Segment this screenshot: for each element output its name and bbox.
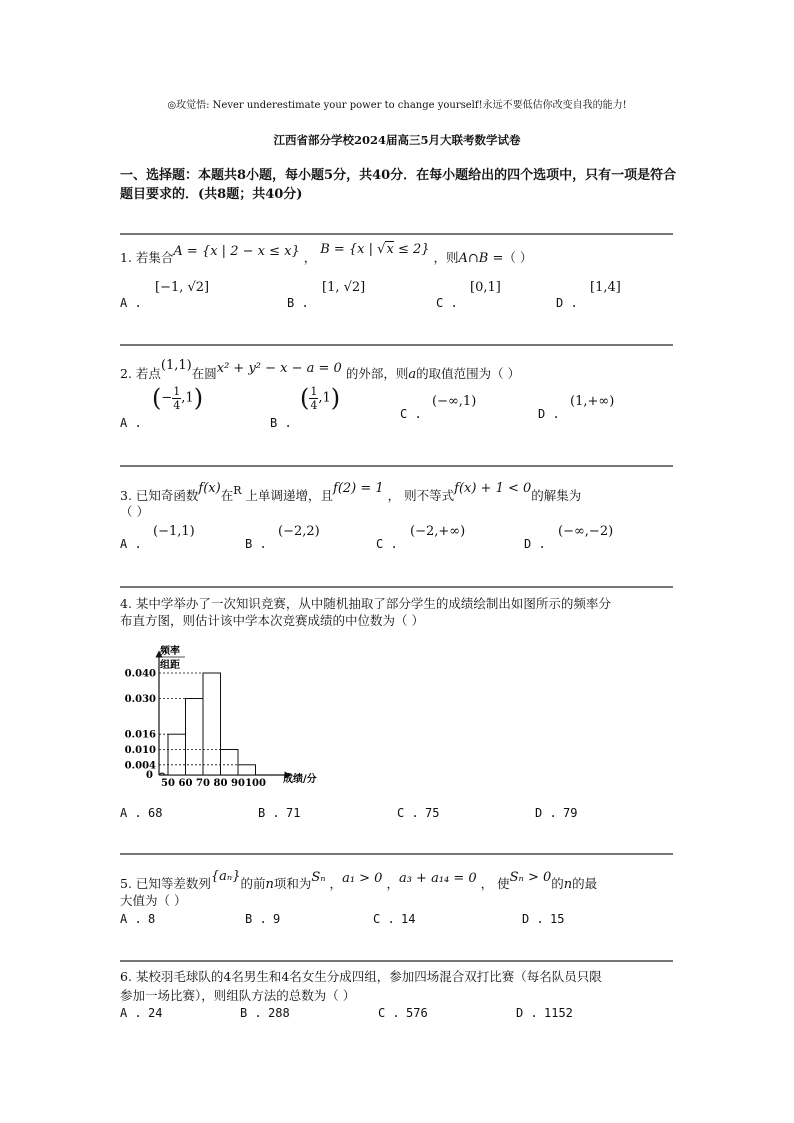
q4-option-b-label[interactable]: B .: [258, 806, 280, 820]
q2-option-b-tail: ,1: [318, 390, 331, 406]
q5-stem-prefix: 5. 已知等差数列: [120, 876, 211, 891]
q4-option-d[interactable]: 79: [563, 806, 578, 820]
q5-cond-3: Sₙ > 0: [509, 870, 552, 885]
q5-mid1: 的前: [240, 876, 266, 891]
q1-then: ，则: [433, 250, 459, 265]
x-tick-label-80: 80: [213, 778, 228, 789]
y-tick-label-0.016: 0.016: [124, 729, 156, 741]
q5-mid2: 项和为: [273, 876, 312, 891]
q1-set-b-radicand: x: [386, 242, 394, 257]
q4-option-a-label[interactable]: A .: [120, 806, 142, 820]
q2-mid: 在圆: [191, 366, 217, 381]
q3-stem-prefix: 3. 已知奇函数: [120, 488, 199, 503]
x-tick-label-70: 70: [196, 778, 210, 789]
q4-option-a[interactable]: 68: [148, 806, 163, 820]
q5-comma-2: ，: [386, 876, 399, 891]
origin-label: 0: [146, 770, 153, 781]
y-label-bottom: 组距: [160, 660, 180, 671]
q2-var-a: a: [408, 367, 417, 382]
q2-option-a-den: 4: [173, 398, 181, 412]
y-tick-label-0.040: 0.040: [124, 668, 156, 680]
q5-option-d[interactable]: 15: [550, 912, 565, 926]
q2-option-a-fraction: [172, 385, 181, 412]
q2-option-a-num: 1: [173, 384, 181, 398]
q4-option-c[interactable]: 75: [425, 806, 440, 820]
q3-option-c[interactable]: (−2,+∞): [410, 524, 466, 539]
q1-stem-prefix: 1. 若集合: [120, 250, 174, 265]
q3-f2: f(2) = 1: [333, 481, 384, 496]
q5-option-c-label[interactable]: C .: [373, 912, 395, 926]
q2-circle: x² + y² − x − a = 0: [216, 361, 342, 376]
q6-option-c[interactable]: 576: [406, 1006, 428, 1020]
q5-sn: Sₙ: [311, 870, 326, 885]
q1-set-b: B = {x | √x ≤ 2}: [320, 242, 430, 257]
q2-stem-prefix: 2. 若点: [120, 366, 161, 381]
q3-mid1: 在: [220, 488, 234, 503]
q6-stem-line-1: 6. 某校羽毛球队的4名男生和4名女生分成四组，参加四场混合双打比赛（每名队员只限: [120, 969, 602, 984]
q1-option-c-label[interactable]: C .: [436, 296, 458, 310]
q4-option-c-label[interactable]: C .: [397, 806, 419, 820]
y-tick-label-0.030: 0.030: [124, 694, 156, 705]
q3-option-b[interactable]: (−2,2): [278, 524, 320, 539]
q6-option-a[interactable]: 24: [148, 1006, 163, 1020]
divider-q3: [120, 465, 673, 467]
q2-option-b-num: 1: [310, 384, 318, 398]
q5-comma-3: ， 使: [480, 876, 510, 891]
q3-mid3: ， 则不等式: [387, 488, 455, 503]
divider-q6: [120, 960, 673, 962]
q6-option-a-label[interactable]: A .: [120, 1006, 142, 1020]
x-tick-label-100: 100: [245, 778, 266, 789]
y-tick-label-0.004: 0.004: [124, 760, 156, 772]
histogram-bar-90-100: [238, 765, 256, 775]
divider-q1: [120, 233, 673, 235]
q1-set-b-pre: B = {x |: [320, 242, 378, 257]
q1-option-c[interactable]: [0,1]: [470, 280, 501, 295]
q5-stem-line-2: 大值为（ ）: [120, 893, 187, 908]
q1-option-b[interactable]: [1, √2]: [322, 280, 366, 295]
divider-q4: [120, 586, 673, 588]
q3-option-d-label[interactable]: D .: [524, 537, 546, 551]
divider-q5: [120, 853, 673, 855]
frequency-histogram: [112, 640, 332, 790]
q2-option-a[interactable]: (− $\frac{1}{4}$ ,1): [152, 384, 204, 412]
q1-set-b-post: ≤ 2}: [393, 242, 430, 257]
q5-post: 的: [551, 876, 564, 891]
q1-set-a: A = {x | 2 − x ≤ x}: [173, 244, 300, 259]
q1-option-a[interactable]: [−1, √2]: [155, 280, 210, 295]
q3-inequality: f(x) + 1 < 0: [454, 481, 532, 496]
q5-n-var: n: [265, 877, 274, 892]
q2-option-d[interactable]: (1,+∞): [570, 394, 615, 409]
q3-mid2: 上单调递增，且: [245, 488, 334, 503]
q5-option-b-label[interactable]: B .: [245, 912, 267, 926]
q2-post: 的外部，则: [345, 366, 409, 381]
q3-option-d[interactable]: (−∞,−2): [558, 524, 614, 539]
q6-option-b-label[interactable]: B .: [240, 1006, 262, 1020]
q4-option-b[interactable]: 71: [286, 806, 301, 820]
q1-ask: A∩B =: [458, 251, 504, 266]
section-heading: 一、选择题：本题共8小题，每小题5分，共40分．在每小题给出的四个选项中，只有一项是符合题目要求的．(共8题；共40分): [120, 168, 677, 202]
motto-banner: ◎玫觉悟: Never underestimate your power to change yourself!永远不要低估你改变自我的能力!: [167, 100, 627, 111]
q5-cond-2: a₃ + a₁₄ = 0: [398, 871, 477, 886]
x-tick-label-50: 50: [161, 778, 175, 789]
q2-point: (1,1): [160, 358, 192, 373]
q2-option-a-sign: −: [161, 390, 173, 406]
q2-option-a-label[interactable]: A .: [120, 416, 142, 430]
question-3: [120, 481, 582, 504]
q5-option-c[interactable]: 14: [401, 912, 416, 926]
histogram-bar-80-90: [221, 750, 239, 776]
exam-title: 江西省部分学校2024届高三5月大联考数学试卷: [273, 133, 521, 147]
x-axis-label: 成绩/分: [283, 774, 317, 785]
q5-post2: 的最: [572, 876, 598, 891]
q1-option-b-label[interactable]: B .: [287, 296, 309, 310]
q2-post2: 的取值范围为（ ）: [416, 366, 521, 381]
q1-option-a-label[interactable]: A .: [120, 296, 142, 310]
question-1: [120, 242, 533, 266]
q3-post: 的解集为: [531, 488, 582, 503]
q4-stem-line-1: 4. 某中学举办了一次知识竞赛，从中随机抽取了部分学生的成绩绘制出如图所示的频率分: [120, 596, 611, 611]
q2-option-a-tail: ,1: [181, 390, 194, 406]
q5-option-b[interactable]: 9: [273, 912, 281, 926]
y-label-top: 频率: [160, 646, 180, 657]
q6-option-c-label[interactable]: C .: [378, 1006, 400, 1020]
q5-comma-1: ，: [329, 876, 343, 891]
q5-sequence: {aₙ}: [210, 869, 241, 884]
q1-paren: （ ）: [503, 250, 533, 265]
question-2: [120, 358, 521, 382]
q5-option-a-label[interactable]: A .: [120, 912, 142, 926]
q3-fx: f(x): [198, 481, 221, 496]
histogram-bar-70-80: [203, 673, 221, 775]
q4-stem-line-2: 布直方图，则估计该中学本次竞赛成绩的中位数为（ ）: [120, 613, 424, 628]
q2-option-c-label[interactable]: C .: [400, 407, 422, 421]
q3-option-c-label[interactable]: C .: [376, 537, 398, 551]
histogram-bar-60-70: [186, 699, 204, 776]
q6-option-d[interactable]: 1152: [544, 1006, 573, 1020]
q3-paren: （ ）: [120, 504, 149, 519]
q1-comma: ，: [303, 250, 317, 265]
x-tick-label-90: 90: [231, 778, 245, 789]
q4-option-d-label[interactable]: D .: [535, 806, 557, 820]
q2-option-d-label[interactable]: D .: [538, 407, 560, 421]
q5-option-a[interactable]: 8: [148, 912, 156, 926]
q6-stem-line-2: 参加一场比赛），则组队方法的总数为（ ）: [120, 988, 356, 1003]
histogram-bar-50-60: [168, 734, 186, 775]
q3-option-a-label[interactable]: A .: [120, 537, 142, 551]
q1-option-d-label[interactable]: D .: [556, 296, 578, 310]
q3-option-a[interactable]: (−1,1): [153, 524, 195, 539]
x-tick-label-60: 60: [178, 778, 193, 789]
q5-option-d-label[interactable]: D .: [522, 912, 544, 926]
y-tick-label-0.010: 0.010: [124, 745, 156, 756]
divider-q2: [120, 344, 673, 346]
q3-option-b-label[interactable]: B .: [245, 537, 267, 551]
q5-cond-1: a₁ > 0: [342, 871, 383, 886]
q3-real-set: R: [233, 484, 242, 497]
q2-option-b[interactable]: ( $\frac{1}{4}$ ,1): [300, 384, 341, 412]
q2-option-b-label[interactable]: B .: [270, 416, 292, 430]
q2-option-b-den: 4: [310, 398, 318, 412]
q5-n-var-2: n: [563, 877, 573, 892]
q6-option-b[interactable]: 288: [268, 1006, 290, 1020]
q6-option-d-label[interactable]: D .: [516, 1006, 538, 1020]
q2-option-c[interactable]: (−∞,1): [432, 394, 477, 409]
q1-option-d[interactable]: [1,4]: [590, 280, 621, 295]
question-5: [120, 869, 598, 892]
